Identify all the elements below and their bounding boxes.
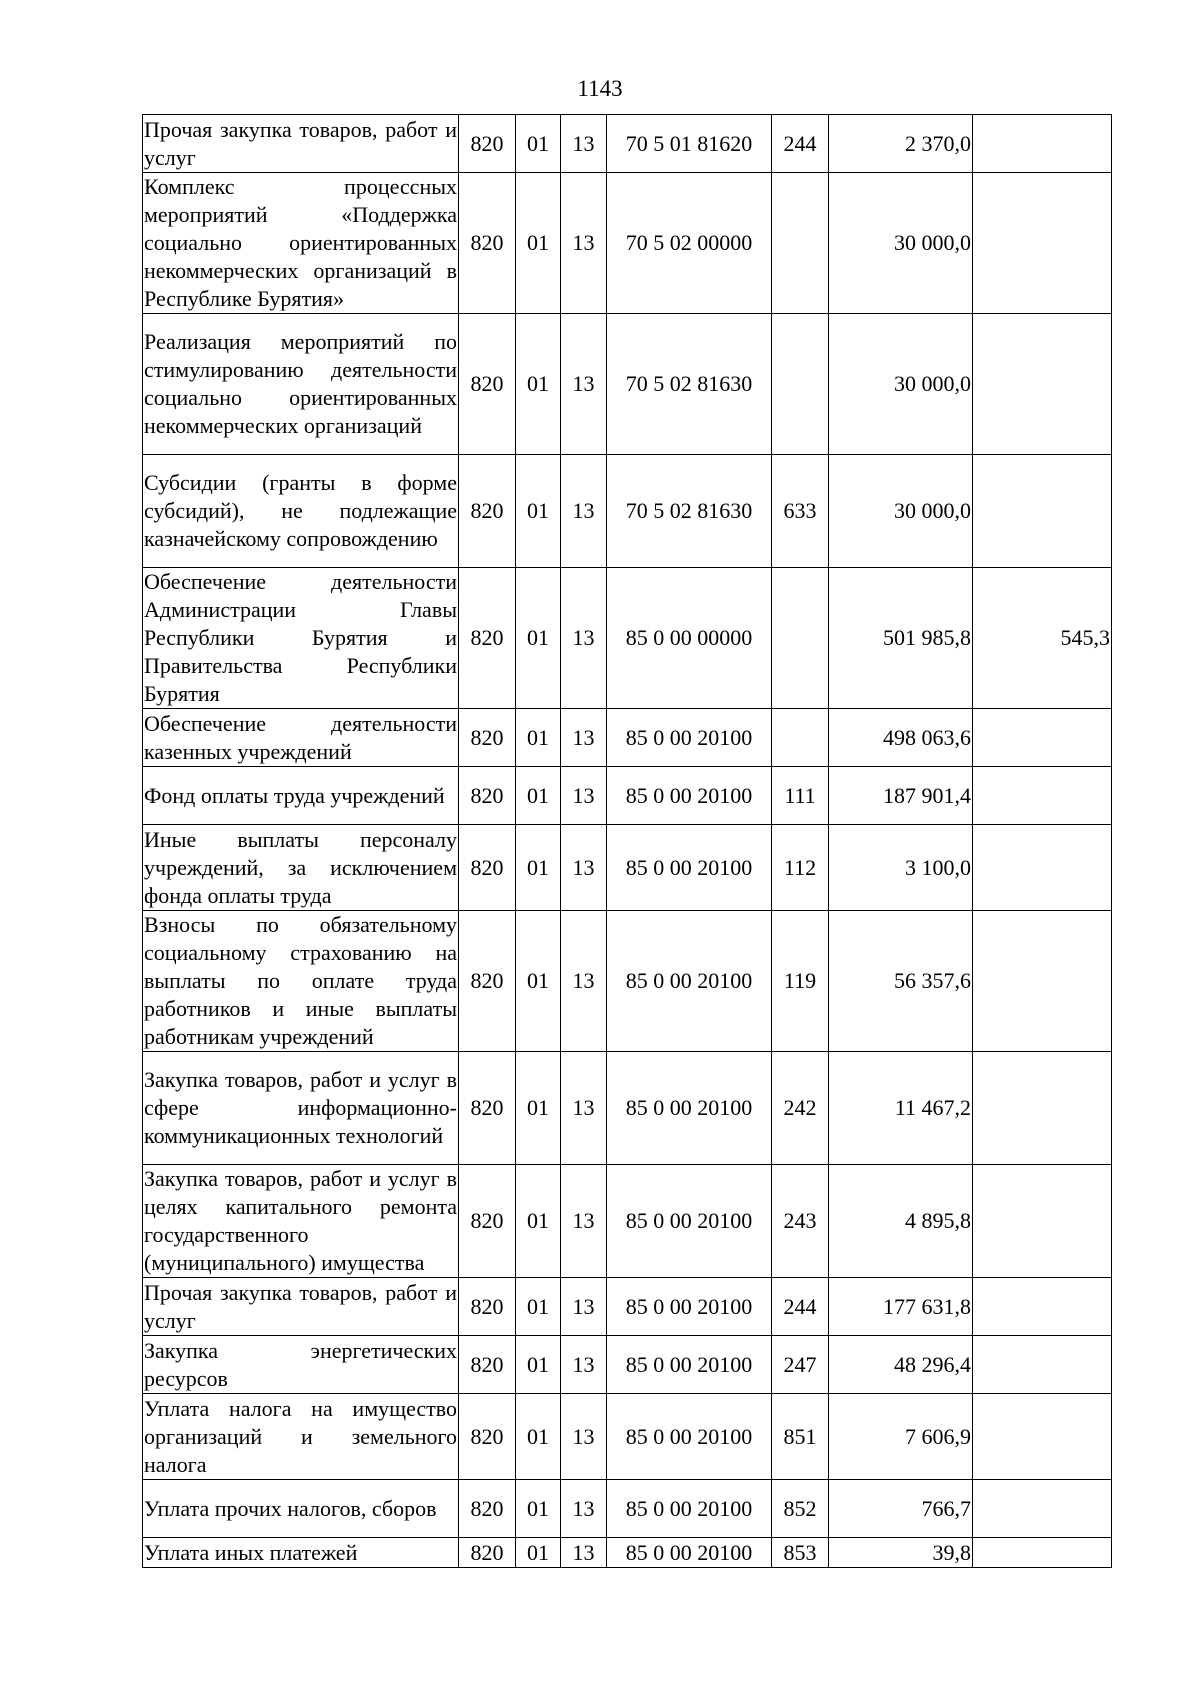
table-row — [143, 825, 1112, 911]
table-row — [143, 568, 1112, 709]
table-row — [143, 1336, 1112, 1394]
expense-type-cell: 244 — [772, 115, 829, 173]
amount-cell: 11 467,2 — [829, 1052, 973, 1165]
target-article-cell: 85 0 00 20100 — [607, 767, 772, 825]
item-name-cell: Уплата прочих налогов, сборов — [143, 1480, 459, 1538]
target-article-cell: 85 0 00 20100 — [607, 1480, 772, 1538]
table-row — [143, 1052, 1112, 1165]
section-code-cell: 01 — [516, 825, 561, 911]
expense-type-cell — [772, 173, 829, 314]
amount-extra-cell — [973, 1165, 1112, 1278]
subsection-code-cell: 13 — [561, 1165, 607, 1278]
target-article-cell: 85 0 00 20100 — [607, 709, 772, 767]
section-code-cell: 01 — [516, 1336, 561, 1394]
subsection-code-cell: 13 — [561, 568, 607, 709]
amount-extra-cell — [973, 709, 1112, 767]
table-row — [143, 314, 1112, 455]
section-code-cell: 01 — [516, 1278, 561, 1336]
section-code-cell: 01 — [516, 173, 561, 314]
target-article-cell: 85 0 00 20100 — [607, 1165, 772, 1278]
item-name-cell: Обеспечение деятельности Администрации Главы Республики Бурятия и Правительства Республики Бурятия — [143, 568, 459, 709]
subsection-code-cell: 13 — [561, 911, 607, 1052]
target-article-cell: 85 0 00 00000 — [607, 568, 772, 709]
table-row — [143, 1278, 1112, 1336]
ministry-code-cell: 820 — [459, 314, 516, 455]
amount-extra-cell — [973, 1538, 1112, 1568]
amount-cell: 3 100,0 — [829, 825, 973, 911]
amount-extra-cell — [973, 911, 1112, 1052]
subsection-code-cell: 13 — [561, 1480, 607, 1538]
expense-type-cell: 851 — [772, 1394, 829, 1480]
item-name-cell: Уплата налога на имущество организаций и земельного налога — [143, 1394, 459, 1480]
table-row — [143, 173, 1112, 314]
expense-type-cell: 112 — [772, 825, 829, 911]
item-name-cell: Закупка энергетических ресурсов — [143, 1336, 459, 1394]
expense-type-cell: 111 — [772, 767, 829, 825]
amount-extra-cell — [973, 1052, 1112, 1165]
amount-cell: 56 357,6 — [829, 911, 973, 1052]
subsection-code-cell: 13 — [561, 314, 607, 455]
subsection-code-cell: 13 — [561, 767, 607, 825]
section-code-cell: 01 — [516, 455, 561, 568]
ministry-code-cell: 820 — [459, 568, 516, 709]
amount-extra-cell — [973, 1336, 1112, 1394]
target-article-cell: 70 5 02 00000 — [607, 173, 772, 314]
ministry-code-cell: 820 — [459, 455, 516, 568]
section-code-cell: 01 — [516, 1394, 561, 1480]
budget-table — [142, 114, 1112, 1568]
section-code-cell: 01 — [516, 1538, 561, 1568]
expense-type-cell: 119 — [772, 911, 829, 1052]
target-article-cell: 85 0 00 20100 — [607, 911, 772, 1052]
item-name-cell: Фонд оплаты труда учреждений — [143, 767, 459, 825]
item-name-cell: Обеспечение деятельности казенных учреждений — [143, 709, 459, 767]
expense-type-cell: 242 — [772, 1052, 829, 1165]
amount-cell: 4 895,8 — [829, 1165, 973, 1278]
section-code-cell: 01 — [516, 1165, 561, 1278]
amount-cell: 48 296,4 — [829, 1336, 973, 1394]
target-article-cell: 85 0 00 20100 — [607, 825, 772, 911]
amount-extra-cell — [973, 1480, 1112, 1538]
ministry-code-cell: 820 — [459, 767, 516, 825]
amount-extra-cell — [973, 314, 1112, 455]
section-code-cell: 01 — [516, 115, 561, 173]
target-article-cell: 85 0 00 20100 — [607, 1538, 772, 1568]
page-number: 1143 — [577, 76, 623, 101]
item-name-cell: Закупка товаров, работ и услуг в сфере информационно-коммуникационных технологий — [143, 1052, 459, 1165]
target-article-cell: 70 5 02 81630 — [607, 455, 772, 568]
expense-type-cell — [772, 709, 829, 767]
item-name-cell: Комплекс процессных мероприятий «Поддержка социально ориентированных некоммерческих организаций в Республике Бурятия» — [143, 173, 459, 314]
section-code-cell: 01 — [516, 314, 561, 455]
target-article-cell: 85 0 00 20100 — [607, 1052, 772, 1165]
section-code-cell: 01 — [516, 767, 561, 825]
expense-type-cell — [772, 568, 829, 709]
amount-cell: 766,7 — [829, 1480, 973, 1538]
item-name-cell: Иные выплаты персоналу учреждений, за исключением фонда оплаты труда — [143, 825, 459, 911]
table-row — [143, 1165, 1112, 1278]
table-row — [143, 767, 1112, 825]
amount-cell: 30 000,0 — [829, 455, 973, 568]
amount-cell: 30 000,0 — [829, 173, 973, 314]
amount-cell: 2 370,0 — [829, 115, 973, 173]
item-name-cell: Уплата иных платежей — [143, 1538, 459, 1568]
table-row — [143, 709, 1112, 767]
expense-type-cell: 243 — [772, 1165, 829, 1278]
item-name-cell: Прочая закупка товаров, работ и услуг — [143, 1278, 459, 1336]
amount-cell: 7 606,9 — [829, 1394, 973, 1480]
section-code-cell: 01 — [516, 911, 561, 1052]
section-code-cell: 01 — [516, 709, 561, 767]
amount-extra-cell: 545,3 — [973, 568, 1112, 709]
table-row — [143, 115, 1112, 173]
section-code-cell: 01 — [516, 568, 561, 709]
expense-type-cell: 247 — [772, 1336, 829, 1394]
expense-type-cell — [772, 314, 829, 455]
table-row — [143, 455, 1112, 568]
expense-type-cell: 244 — [772, 1278, 829, 1336]
subsection-code-cell: 13 — [561, 173, 607, 314]
subsection-code-cell: 13 — [561, 455, 607, 568]
item-name-cell: Субсидии (гранты в форме субсидий), не подлежащие казначейскому сопровождению — [143, 455, 459, 568]
table-row — [143, 1394, 1112, 1480]
subsection-code-cell: 13 — [561, 825, 607, 911]
ministry-code-cell: 820 — [459, 911, 516, 1052]
item-name-cell: Реализация мероприятий по стимулированию деятельности социально ориентированных некоммерческих организаций — [143, 314, 459, 455]
subsection-code-cell: 13 — [561, 1278, 607, 1336]
amount-cell: 39,8 — [829, 1538, 973, 1568]
item-name-cell: Прочая закупка товаров, работ и услуг — [143, 115, 459, 173]
amount-extra-cell — [973, 1394, 1112, 1480]
ministry-code-cell: 820 — [459, 173, 516, 314]
ministry-code-cell: 820 — [459, 1278, 516, 1336]
amount-cell: 187 901,4 — [829, 767, 973, 825]
expense-type-cell: 853 — [772, 1538, 829, 1568]
subsection-code-cell: 13 — [561, 1336, 607, 1394]
ministry-code-cell: 820 — [459, 1165, 516, 1278]
subsection-code-cell: 13 — [561, 1538, 607, 1568]
amount-extra-cell — [973, 115, 1112, 173]
ministry-code-cell: 820 — [459, 1052, 516, 1165]
amount-cell: 498 063,6 — [829, 709, 973, 767]
amount-extra-cell — [973, 173, 1112, 314]
table-row — [143, 911, 1112, 1052]
ministry-code-cell: 820 — [459, 709, 516, 767]
item-name-cell: Закупка товаров, работ и услуг в целях капитального ремонта государственного (муниципального) имущества — [143, 1165, 459, 1278]
amount-cell: 501 985,8 — [829, 568, 973, 709]
table-row — [143, 1480, 1112, 1538]
target-article-cell: 85 0 00 20100 — [607, 1278, 772, 1336]
ministry-code-cell: 820 — [459, 825, 516, 911]
subsection-code-cell: 13 — [561, 1394, 607, 1480]
ministry-code-cell: 820 — [459, 115, 516, 173]
table-row — [143, 1538, 1112, 1568]
subsection-code-cell: 13 — [561, 115, 607, 173]
section-code-cell: 01 — [516, 1052, 561, 1165]
target-article-cell: 85 0 00 20100 — [607, 1336, 772, 1394]
amount-extra-cell — [973, 767, 1112, 825]
target-article-cell: 70 5 01 81620 — [607, 115, 772, 173]
ministry-code-cell: 820 — [459, 1336, 516, 1394]
amount-extra-cell — [973, 825, 1112, 911]
item-name-cell: Взносы по обязательному социальному страхованию на выплаты по оплате труда работников и иные выплаты работникам учреждений — [143, 911, 459, 1052]
amount-extra-cell — [973, 1278, 1112, 1336]
ministry-code-cell: 820 — [459, 1538, 516, 1568]
expense-type-cell: 852 — [772, 1480, 829, 1538]
ministry-code-cell: 820 — [459, 1394, 516, 1480]
ministry-code-cell: 820 — [459, 1480, 516, 1538]
expense-type-cell: 633 — [772, 455, 829, 568]
subsection-code-cell: 13 — [561, 1052, 607, 1165]
target-article-cell: 70 5 02 81630 — [607, 314, 772, 455]
amount-cell: 30 000,0 — [829, 314, 973, 455]
target-article-cell: 85 0 00 20100 — [607, 1394, 772, 1480]
section-code-cell: 01 — [516, 1480, 561, 1538]
subsection-code-cell: 13 — [561, 709, 607, 767]
amount-cell: 177 631,8 — [829, 1278, 973, 1336]
amount-extra-cell — [973, 455, 1112, 568]
